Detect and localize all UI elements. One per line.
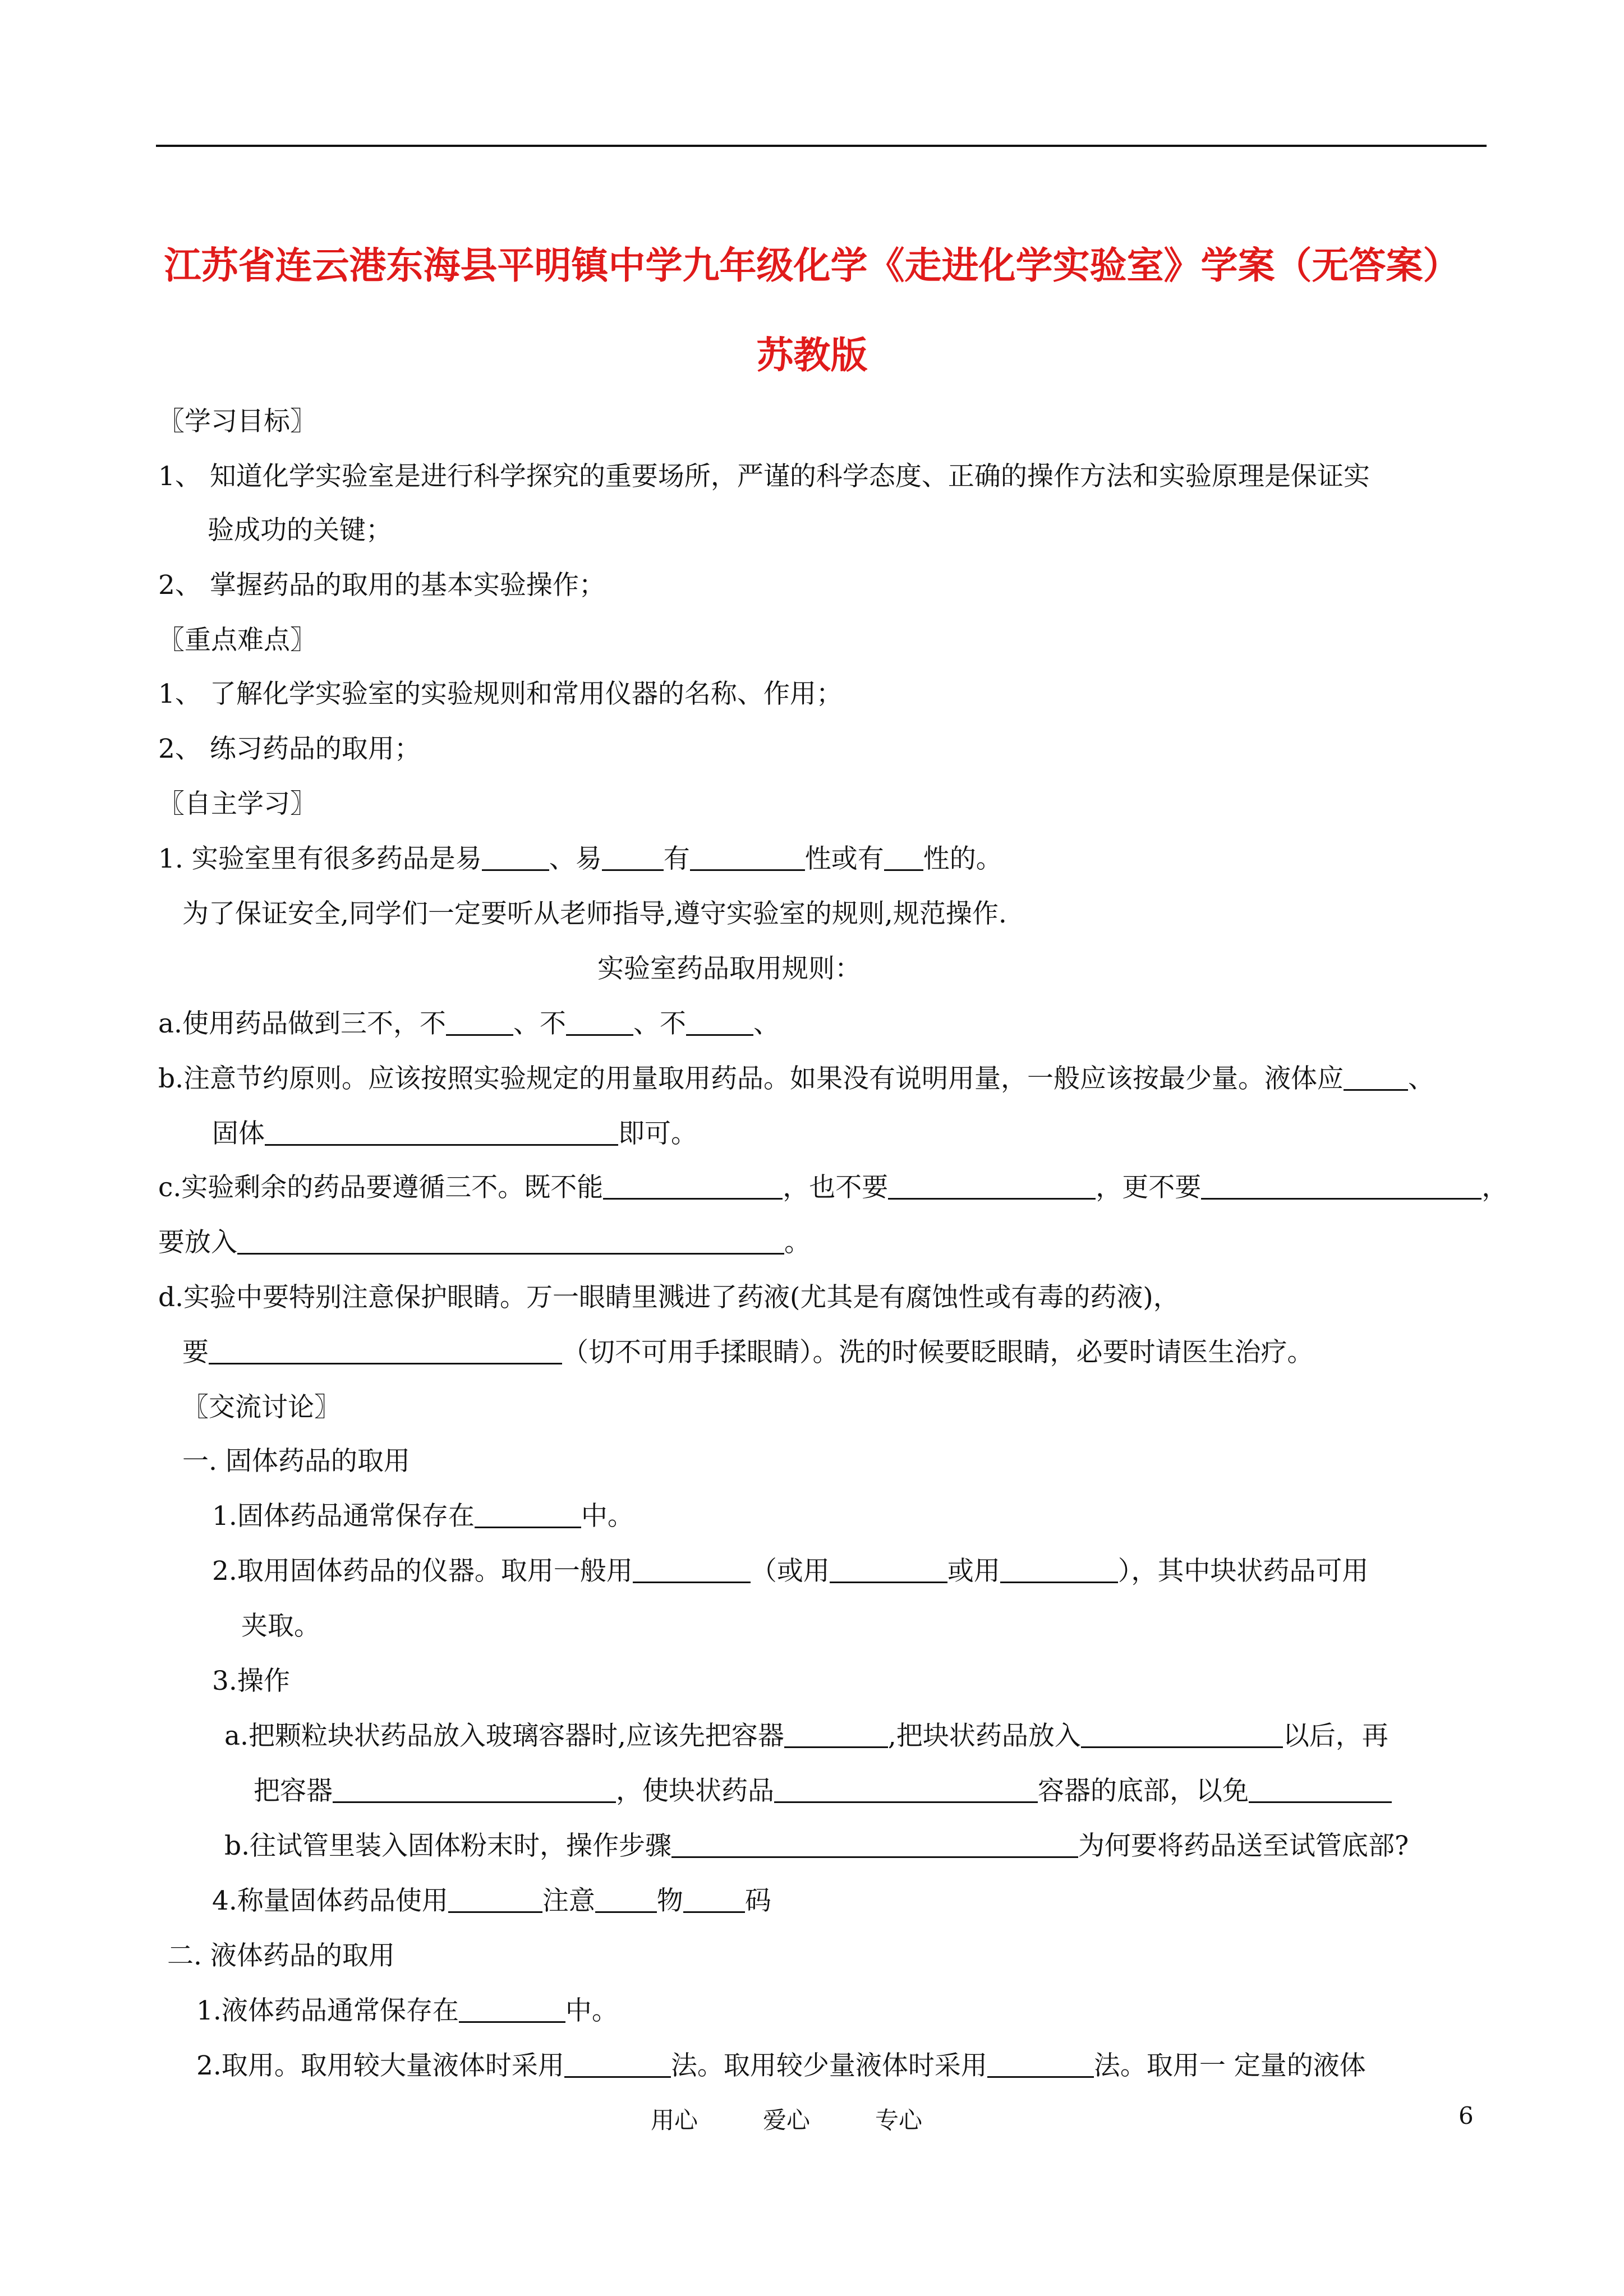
fill-blank[interactable] [1344, 1067, 1408, 1091]
rules-title: 实验室药品取用规则： [597, 953, 861, 984]
section-heading-key-points: 〖重点难点〗 [158, 625, 316, 656]
fill-blank[interactable] [774, 1779, 1038, 1803]
fill-blank[interactable] [603, 1175, 783, 1200]
header-rule [156, 145, 1487, 147]
fill-blank[interactable] [448, 1889, 542, 1913]
fill-blank[interactable] [482, 847, 549, 871]
fill-blank[interactable] [459, 1999, 565, 2023]
fill-blank[interactable] [209, 1340, 562, 1364]
rule-a: a.使用药品做到三不，不 、不 、不 、 [158, 1008, 780, 1039]
rule-d-line-2: 要 （切不可用手揉眼睛）。洗的时候要眨眼睛，必要时请医生治疗。 [182, 1337, 1314, 1368]
section-heading-self-study: 〖自主学习〗 [158, 789, 316, 819]
solid-question-2-line-1: 2.取用固体药品的仪器。取用一般用 （或用 或用 ），其中块状药品可用 [212, 1556, 1369, 1587]
footer-motto-1: 用心 [651, 2106, 698, 2134]
fill-blank[interactable] [475, 1504, 581, 1528]
safety-intro: 为了保证安全,同学们一定要听从老师指导,遵守实验室的规则,规范操作. [182, 898, 1007, 929]
solid-operation-b: b.往试管里装入固体粉末时，操作步骤 为何要将药品送至试管底部? [224, 1831, 1409, 1861]
footer-motto-3: 专心 [875, 2106, 923, 2134]
fill-blank[interactable] [566, 1012, 633, 1036]
fill-blank[interactable] [690, 847, 805, 871]
fill-blank[interactable] [1249, 1779, 1392, 1803]
fill-blank[interactable] [884, 847, 923, 871]
key-point-2: 2、 练习药品的取用； [158, 734, 421, 764]
page-number: 6 [1459, 2102, 1474, 2129]
solid-question-2-line-2: 夹取。 [241, 1611, 320, 1642]
fill-blank[interactable] [1081, 1724, 1283, 1748]
fill-blank[interactable] [237, 1230, 784, 1255]
objective-1-line-b: 验成功的关键； [208, 515, 392, 546]
key-point-1: 1、 了解化学实验室的实验规则和常用仪器的名称、作用； [158, 679, 843, 709]
liquid-question-1: 1.液体药品通常保存在 中。 [196, 1995, 618, 2026]
fill-blank[interactable] [265, 1122, 618, 1146]
solid-question-3: 3.操作 [212, 1666, 290, 1696]
objective-2: 2、 掌握药品的取用的基本实验操作； [158, 570, 605, 601]
fill-blank[interactable] [671, 1834, 1078, 1858]
footer-motto-2: 爱心 [763, 2106, 811, 2134]
fill-blank[interactable] [987, 2054, 1094, 2078]
rule-b-line-2: 固体 即可。 [212, 1118, 697, 1149]
self-study-question-1: 1. 实验室里有很多药品是易 、易 有 性或有 性的。 [158, 843, 1002, 874]
fill-blank[interactable] [830, 1559, 947, 1583]
solid-question-4: 4.称量固体药品使用 注意 物 码 [212, 1885, 771, 1916]
fill-blank[interactable] [595, 1889, 657, 1913]
fill-blank[interactable] [888, 1175, 1096, 1200]
fill-blank[interactable] [683, 1889, 745, 1913]
page-subtitle: 苏教版 [756, 333, 868, 377]
fill-blank[interactable] [633, 1559, 751, 1583]
solid-question-1: 1.固体药品通常保存在 中。 [212, 1501, 634, 1532]
fill-blank[interactable] [602, 847, 664, 871]
solid-operation-a-line-1: a.把颗粒块状药品放入玻璃容器时,应该先把容器 ,把块状药品放入 以后，再 [224, 1721, 1388, 1751]
rule-c-line-1: c.实验剩余的药品要遵循三不。既不能 ，也不要 ，更不要 ， [158, 1172, 1508, 1203]
fill-blank[interactable] [784, 1724, 888, 1748]
solid-reagents-heading: 一. 固体药品的取用 [182, 1446, 410, 1477]
fill-blank[interactable] [1201, 1175, 1482, 1200]
page-title: 江苏省连云港东海县平明镇中学九年级化学《走进化学实验室》学案（无答案） [164, 243, 1460, 287]
fill-blank[interactable] [686, 1012, 753, 1036]
solid-operation-a-line-2: 把容器 ，使块状药品 容器的底部，以免 [254, 1778, 1392, 1804]
fill-blank[interactable] [564, 2054, 671, 2078]
liquid-question-2: 2.取用。取用较大量液体时采用 法。取用较少量液体时采用 法。取用一 定量的液体 [196, 2050, 1366, 2081]
section-heading-discussion: 〖交流讨论〗 [182, 1392, 341, 1423]
rule-d-line-1: d.实验中要特别注意保护眼睛。万一眼睛里溅进了药液(尤其是有腐蚀性或有毒的药液)， [158, 1282, 1180, 1313]
fill-blank[interactable] [1000, 1559, 1118, 1583]
rule-b-line-1: b.注意节约原则。应该按照实验规定的用量取用药品。如果没有说明用量，一般应该按最少量。液体应 、 [158, 1063, 1435, 1094]
section-heading-objectives: 〖学习目标〗 [158, 406, 316, 437]
fill-blank[interactable] [333, 1779, 616, 1803]
fill-blank[interactable] [446, 1012, 513, 1036]
liquid-reagents-heading: 二. 液体药品的取用 [167, 1940, 395, 1971]
rule-c-line-2: 要放入 。 [158, 1227, 811, 1258]
objective-1-line-a: 1、 知道化学实验室是进行科学探究的重要场所，严谨的科学态度、正确的操作方法和实验原理是保证实 [158, 461, 1370, 492]
